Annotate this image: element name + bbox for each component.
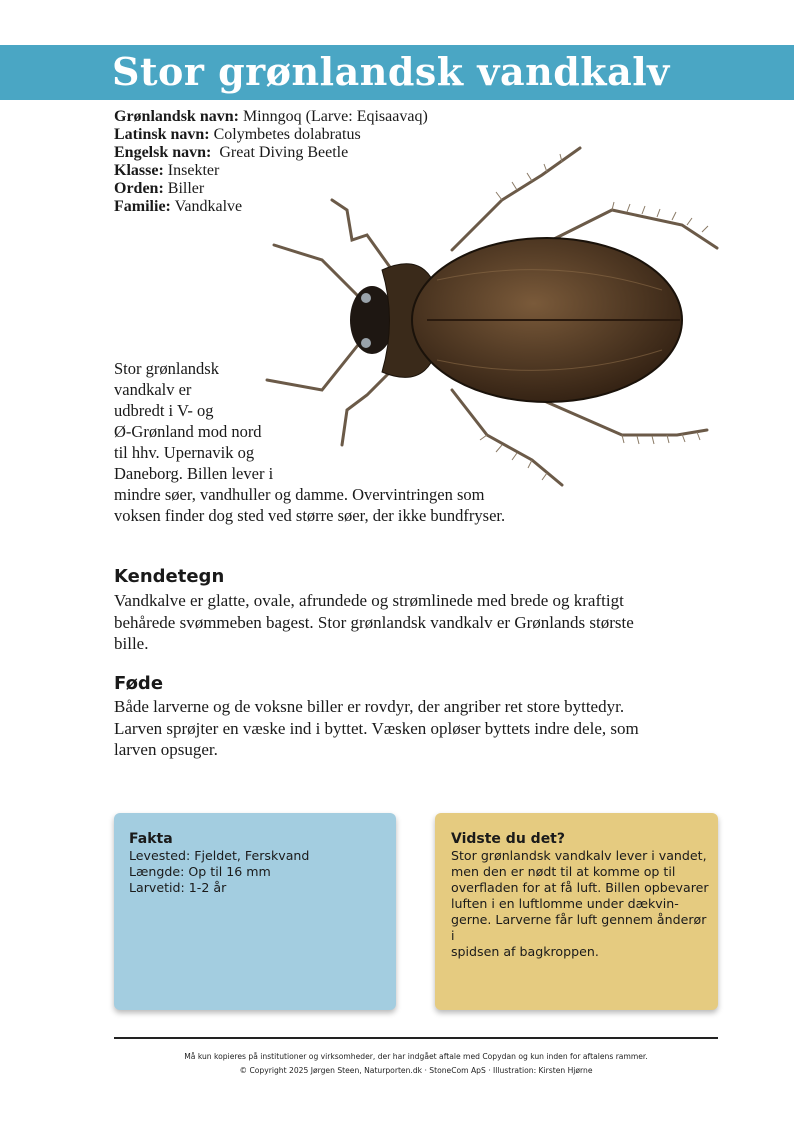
fact-label: Engelsk navn: [114,144,212,161]
vidste-line: men den er nødt til at komme op til [451,864,676,879]
fact-label: Orden: [114,180,164,197]
vidste-line: Stor grønlandsk vandkalv lever i vandet, [451,848,707,863]
page-title: Stor grønlandsk vandkalv [112,49,670,94]
vidste-line: gerne. Larverne får luft gennem ånderør i [451,912,707,943]
fact-value: Great Diving Beetle [211,144,349,161]
intro-line: Ø-Grønland mod nord [114,422,262,441]
intro-line: Daneborg. Billen lever i [114,464,274,483]
section-line: bille. [114,634,149,653]
fakta-card-body [129,848,389,896]
intro-line: udbredt i V- og [114,401,214,420]
vidste-card-body [451,848,713,960]
fakta-card [114,813,396,1010]
fakta-card-title: Fakta [129,831,173,847]
footer-divider [114,1037,718,1039]
fact-label: Grønlandsk navn: [114,108,239,125]
section-text-foede [114,696,714,761]
section-text-kendetegn [114,590,714,655]
title-banner [0,45,794,100]
fact-row [114,108,428,126]
intro-line: Stor grønlandsk [114,359,219,378]
fact-value: Vandkalve [170,198,243,215]
fact-value: Biller [163,180,205,197]
section-line: Både larverne og de voksne biller er rovdyr, der angriber ret store byttedyr. [114,697,625,716]
fact-label: Latinsk navn: [114,126,210,143]
vidste-line: luften i en luftlomme under dækvin- [451,896,679,911]
fakta-line: Larvetid: 1-2 år [129,880,227,895]
fact-label: Klasse: [114,162,164,179]
beetle-illustration [262,140,732,500]
fact-value: Minngoq (Larve: Eqisaavaq) [238,108,428,125]
vidste-card-title: Vidste du det? [451,831,565,847]
section-heading-foede: Føde [114,673,164,694]
fact-value: Colymbetes dolabratus [209,126,361,143]
fakta-line: Levested: Fjeldet, Ferskvand [129,848,310,863]
intro-text-wide [114,484,674,526]
footer-copyright: © Copyright 2025 Jørgen Steen, Naturporten.dk · StoneCom ApS · Illustration: Kirsten Hjørne [239,1066,593,1075]
fact-value: Insekter [163,162,220,179]
section-line: Vandkalve er glatte, ovale, afrundede og strømlinede med brede og kraftigt [114,591,624,610]
intro-line: mindre søer, vandhuller og damme. Overvintringen som [114,485,485,504]
vidste-line: spidsen af bagkroppen. [451,944,599,959]
intro-line: til hhv. Upernavik og [114,443,255,462]
vidste-line: overfladen for at få luft. Billen opbevarer [451,880,709,895]
intro-line: vandkalv er [114,380,192,399]
section-line: behårede svømmeben bagest. Stor grønlandsk vandkalv er Grønlands største [114,612,634,632]
section-line: larven opsuger. [114,740,218,759]
footer-license: Må kun kopieres på institutioner og virksomheder, der har indgået aftale med Copydan og kun inden for aftalens rammer. [184,1052,648,1061]
vidste-card [435,813,718,1010]
section-heading-kendetegn: Kendetegn [114,566,225,587]
section-line: Larven sprøjter en væske ind i byttet. Væsken opløser byttets indre dele, som [114,718,639,738]
fact-label: Familie: [114,198,171,215]
intro-line: voksen finder dog sted ved større søer, der ikke bundfryser. [114,506,506,525]
intro-text-narrow [114,358,304,484]
fakta-line: Længde: Op til 16 mm [129,864,271,879]
